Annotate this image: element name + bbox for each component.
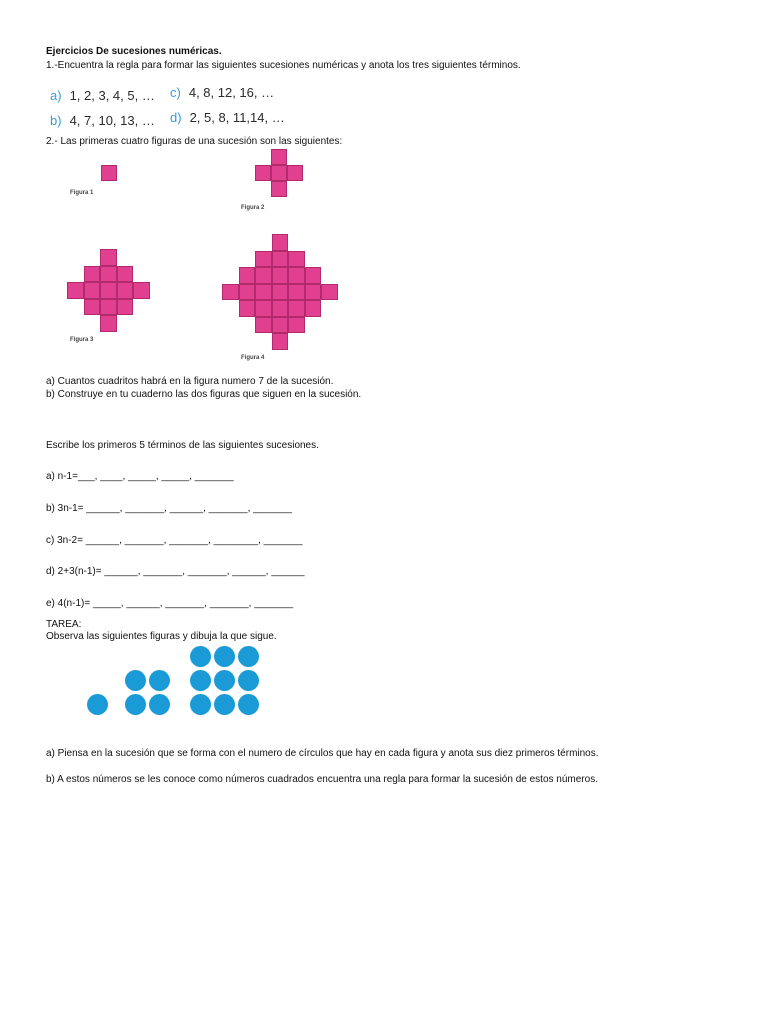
sequence-d — [170, 110, 285, 125]
figure-square — [84, 299, 101, 316]
figure-circle — [125, 670, 146, 691]
figure-square — [117, 266, 134, 283]
figure-square — [100, 299, 117, 316]
figure-square — [255, 317, 272, 334]
figure-square — [255, 267, 272, 284]
figure-square — [133, 282, 150, 299]
question-2a: a) Cuantos cuadritos habrá en la figura numero 7 de la sucesión. — [46, 376, 334, 387]
figure-square — [117, 299, 134, 316]
figure-square — [288, 267, 305, 284]
figure-square — [305, 267, 322, 284]
figure-square — [272, 251, 289, 268]
question-3d: d) 2+3(n-1)= ______, _______, _______, ______, ______ — [46, 566, 305, 577]
figure-square — [239, 267, 256, 284]
question-2b: b) Construye en tu cuaderno las dos figuras que siguen en la sucesión. — [46, 389, 362, 400]
question-3c: c) 3n-2= ______, _______, _______, ________, _______ — [46, 535, 303, 546]
figura-1-caption: Figura 1 — [70, 190, 94, 196]
figure-circle — [238, 670, 259, 691]
tarea-question-b: b) A estos números se les conoce como números cuadrados encuentra una regla para formar la sucesión de estos números. — [46, 774, 598, 785]
figura-2-caption: Figura 2 — [241, 205, 265, 211]
figura-3-caption: Figura 3 — [70, 337, 94, 343]
figure-circle — [87, 694, 108, 715]
figure-circle — [149, 670, 170, 691]
sequence-b-terms: 4, 7, 10, 13, … — [69, 113, 155, 128]
worksheet-title: Ejercicios De sucesiones numéricas. — [46, 46, 222, 57]
figure-square — [100, 315, 117, 332]
figure-circle — [190, 694, 211, 715]
sequence-c — [170, 85, 274, 100]
figure-square — [272, 267, 289, 284]
figure-circle — [238, 694, 259, 715]
figure-square — [272, 234, 289, 251]
figure-circle — [214, 694, 235, 715]
tarea-question-a: a) Piensa en la sucesión que se forma con el numero de círculos que hay en cada figura y anota sus diez primeros términos. — [46, 748, 599, 759]
figure-circle — [125, 694, 146, 715]
figure-square — [255, 300, 272, 317]
figure-square — [288, 317, 305, 334]
tarea-heading: TAREA: — [46, 619, 82, 630]
figure-square — [84, 266, 101, 283]
figure-circle — [214, 646, 235, 667]
figure-square — [271, 165, 287, 181]
question-3a: a) n-1=___, ____, _____, _____, _______ — [46, 471, 234, 482]
figure-square — [222, 284, 239, 301]
figure-circle — [190, 670, 211, 691]
figure-square — [272, 333, 289, 350]
figure-square — [239, 300, 256, 317]
figure-square — [100, 249, 117, 266]
figure-square — [288, 300, 305, 317]
figure-square — [255, 284, 272, 301]
question-3: Escribe los primeros 5 términos de las siguientes sucesiones. — [46, 440, 319, 451]
figure-circle — [190, 646, 211, 667]
question-1: 1.-Encuentra la regla para formar las siguientes sucesiones numéricas y anota los tres siguientes términos. — [46, 60, 521, 71]
question-3e: e) 4(n-1)= _____, ______, _______, _______, _______ — [46, 598, 294, 609]
figure-square — [272, 300, 289, 317]
sequence-c-label: c) — [170, 85, 181, 100]
figure-circle — [238, 646, 259, 667]
figure-square — [239, 284, 256, 301]
figure-square — [321, 284, 338, 301]
figure-square — [288, 251, 305, 268]
sequence-a-label: a) — [50, 88, 62, 103]
figure-square — [101, 165, 117, 181]
question-2: 2.- Las primeras cuatro figuras de una sucesión son las siguientes: — [46, 136, 343, 147]
figure-square — [255, 165, 271, 181]
figure-square — [271, 149, 287, 165]
figure-circle — [149, 694, 170, 715]
figure-square — [272, 284, 289, 301]
figure-square — [305, 284, 322, 301]
figure-square — [272, 317, 289, 334]
figure-square — [288, 284, 305, 301]
figure-circle — [214, 670, 235, 691]
question-3b: b) 3n-1= ______, _______, ______, _______, _______ — [46, 503, 293, 514]
figure-square — [305, 300, 322, 317]
tarea-instruction: Observa las siguientes figuras y dibuja la que sigue. — [46, 631, 277, 642]
sequence-a-terms: 1, 2, 3, 4, 5, … — [69, 88, 155, 103]
figure-square — [287, 165, 303, 181]
figure-square — [100, 266, 117, 283]
sequence-c-terms: 4, 8, 12, 16, … — [188, 85, 275, 100]
sequence-a — [50, 88, 155, 103]
figure-square — [255, 251, 272, 268]
figure-square — [100, 282, 117, 299]
figure-square — [271, 181, 287, 197]
figure-square — [67, 282, 84, 299]
sequence-d-label: d) — [170, 110, 182, 125]
sequence-b — [50, 113, 155, 128]
figure-square — [84, 282, 101, 299]
sequence-d-terms: 2, 5, 8, 11,14, … — [189, 110, 285, 125]
sequence-b-label: b) — [50, 113, 62, 128]
figura-4-caption: Figura 4 — [241, 355, 265, 361]
figure-square — [117, 282, 134, 299]
